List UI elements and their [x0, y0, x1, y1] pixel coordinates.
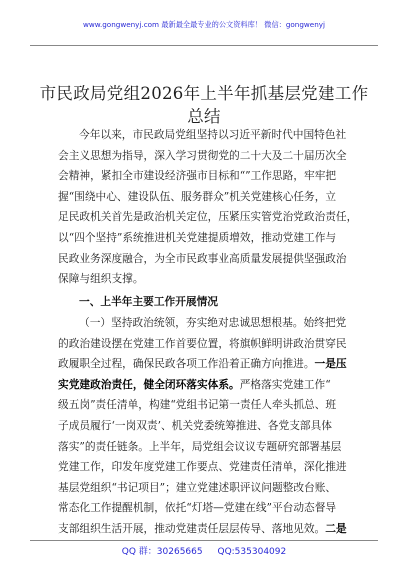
line-text: 基层党组织“书记项目”；建立党建述职评议问题整改台账、 — [58, 481, 337, 494]
line-text: 党建工作，印发年度党建工作要点、党建责任清单，深化推进 — [58, 460, 347, 473]
line-text: 严格落实党建工作“ — [239, 378, 331, 391]
emphasis-text: 二是 — [325, 522, 347, 535]
line-text: 政履职全过程，确保民政各项工作沿着正确方向推进。 — [58, 357, 315, 370]
line-text: 的政治建设摆在党建工作首要位置，将旗帜鲜明讲政治贯穿民 — [58, 337, 347, 350]
paragraph-line — [79, 313, 358, 333]
paragraph-line — [58, 375, 358, 395]
intro-line: 握“围绕中心、建设队伍、服务群众”机关党建核心任务，立 — [58, 190, 337, 203]
paragraph-line — [58, 416, 358, 436]
intro-line: 会主义思想为指导，深入学习贯彻党的二十大及二十届历次全 — [58, 149, 347, 162]
footer-divider — [30, 540, 378, 541]
website-banner[interactable]: www.gongwenyj.com 最新最全最专业的公文资料库！ 微信：gongwenyj — [82, 20, 326, 29]
header-divider — [30, 45, 378, 46]
line-text: 落实”的责任链条。上半年，局党组会议议专题研究部署基层 — [58, 440, 342, 453]
footer-contact — [0, 544, 408, 557]
paragraph-line — [58, 354, 358, 374]
line-text: 常态化工作提醒机制，依托“灯塔—党建在线”平台动态督导 — [58, 501, 337, 514]
intro-line: 民政业务深度融合，为全市民政事业高质量发展提供坚强政治 — [58, 252, 347, 265]
qq-group-text: QQ 群：30265665 — [121, 547, 203, 557]
line-text: 级五岗”责任清单，构建“党组书记第一责任人牵头抓总、班 — [58, 398, 337, 411]
intro-line: 会精神，紧扣全市建设经济强市目标和“”工作思路，牢牢把 — [58, 169, 337, 182]
intro-line: 足民政机关首先是政治机关定位，压紧压实管党治党政治责任， — [58, 210, 358, 223]
paragraph-line — [58, 334, 358, 354]
paragraph-line — [58, 395, 358, 415]
paragraph-line — [58, 519, 358, 539]
intro-line: 以“四个坚持”系统推进机关党建提质增效，推动党建工作与 — [58, 231, 337, 244]
emphasis-text: 一是压 — [314, 357, 347, 370]
paragraph-line — [58, 457, 358, 477]
emphasis-text: 实党建政治责任，健全闭环落实体系。 — [58, 378, 240, 391]
line-text: （一）坚持政治统领，夯实绝对忠诚思想根基。始终把党 — [79, 316, 347, 329]
qq-number-text: QQ:535304092 — [217, 547, 287, 557]
intro-line: 保障与组织支撑。 — [58, 272, 144, 285]
paragraph-line — [58, 498, 358, 518]
section-heading: 一、上半年主要工作开展情况 — [79, 295, 218, 308]
paragraph-line — [58, 478, 358, 498]
document-title-line1: 市民政局党组2026年上半年抓基层党建工作 — [39, 84, 369, 103]
intro-line: 今年以来，市民政局党组坚持以习近平新时代中国特色社 — [79, 128, 347, 141]
line-text: 子成员履行‘一岗双责’、机关党委统筹推进、各党支部具体 — [58, 419, 332, 432]
paragraph-line — [58, 437, 358, 457]
line-text: 支部组织生活开展，推动党建责任层层传导、落地见效。 — [58, 522, 326, 535]
document-title-line2: 总结 — [187, 107, 221, 126]
